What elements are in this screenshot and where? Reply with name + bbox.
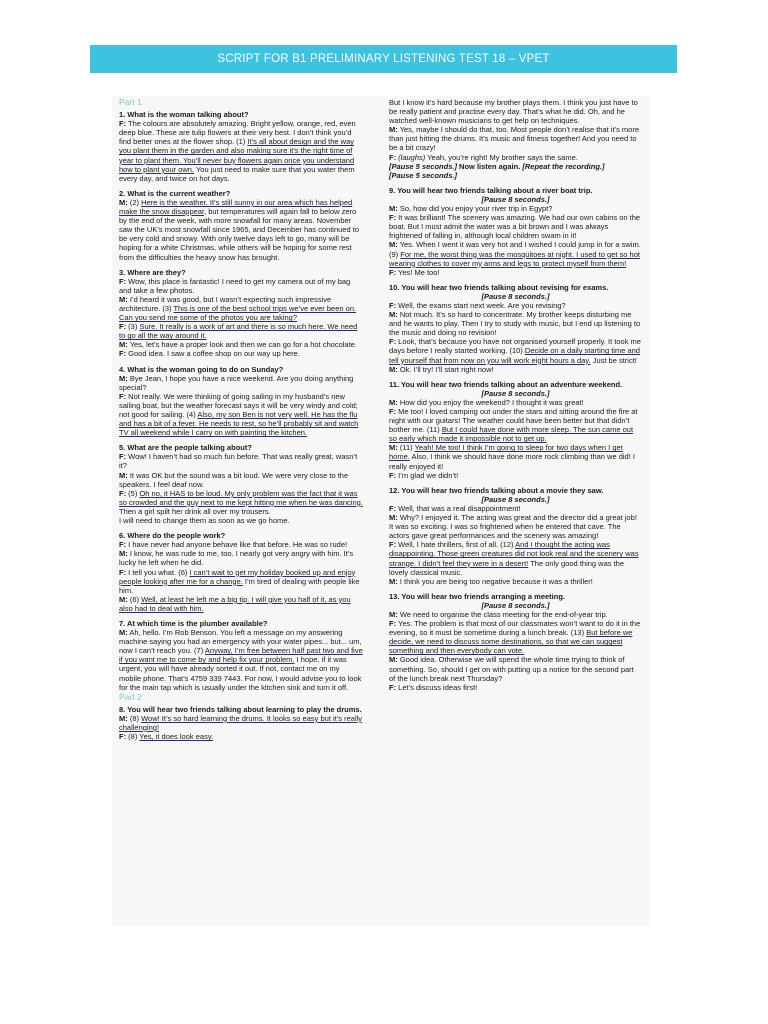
dialogue-line: M: Yes, maybe I should do that, too. Most people don’t realise that it’s more than just hitting the drums. It’s music and fitness together! And you need to be a bit crazy! bbox=[389, 125, 640, 153]
answer-underline: Well, at least he left me a big tip. I will give you half of it, as you also had to deal with him. bbox=[119, 594, 351, 613]
question-13 bbox=[389, 592, 642, 692]
question-title: 7. At which time is the plumber available? bbox=[119, 618, 268, 628]
dialogue-line: M: Good idea. Otherwise we will spend the whole time trying to think of something. So, should I get on with putting up a notice for the second part of the lunch break next Thursday? bbox=[389, 655, 634, 683]
dialogue-line: F: The colours are absolutely amazing. Bright yellow, orange, red, even deep blue. These are tulip flowers at their very best. I don’t think you’d find better ones at the flower shop. (1) It’s all about design and the way you plant them in the garden and also making sure it’s the right time of year to plant them. You’ll never buy flowers again once you understand how to plant your own. You just need to make sure that you water them every day, and twice on hot days. bbox=[119, 119, 356, 183]
question-5 bbox=[119, 443, 363, 525]
dialogue-line: M: (8) Wow! It’s so hard learning the drums. It looks so easy but it’s really challenging! bbox=[119, 713, 363, 732]
question-title: 1. What is the woman talking about? bbox=[119, 110, 249, 120]
dialogue-line: F: (8) Yes, it does look easy. bbox=[119, 732, 214, 742]
dialogue-line: F: Look, that’s because you have not organised yourself properly. It took me days before I really started working. (10) Decide on a daily starting time and tell yourself that from now on you will work eight hours a day. Just be strict! bbox=[389, 337, 641, 365]
answer-underline: Yes, it does look easy. bbox=[139, 732, 214, 742]
dialogue-line: F: Let’s discuss ideas first! bbox=[389, 682, 478, 692]
answer-underline: This is one of the best school trips we’ve ever been on. Can you send me some of the photos you are taking? bbox=[119, 303, 357, 323]
question-7 bbox=[119, 619, 363, 692]
dialogue-line: F: I have never had anyone behave like that before. He was so rude! bbox=[119, 540, 348, 550]
part-2-heading: Part 2 bbox=[119, 691, 142, 702]
dialogue-line: M: (11) Yeah! Me too! I think I’m going to sleep for two days when I get home. Also, I think we should have done more rock climbing than we did! I really enjoyed it! bbox=[389, 443, 635, 471]
dialogue-line: F: Well, I hate thrillers, first of all. (12) And I thought the acting was disappointing. Those green creatures did not look real and the scenery was strange. I didn’t feel they were in a desert! The only good thing was the lovely classical music. bbox=[389, 540, 639, 577]
stage-direction: [Pause 5 seconds.] Now listen again. [Repeat the recording.] bbox=[389, 161, 605, 171]
dialogue-line: M: How did you enjoy the weekend? I thought it was great! bbox=[389, 397, 584, 407]
dialogue-line: F: Good idea. I saw a coffee shop on our way up here. bbox=[119, 349, 300, 359]
dialogue-line: But I know it’s hard because my brother plays them. I think you just have to be really patient and practise every day. That’s what he did. Oh, and he watched well-known musicians to get help on techniques. bbox=[389, 98, 638, 126]
dialogue-line: M: We need to organise the class meeting for the end-of-year trip. bbox=[389, 609, 608, 619]
question-title: 13. You will hear two friends arranging a meeting. bbox=[389, 591, 566, 601]
dialogue-line: M: Yes. When I went it was very hot and I wished I could jump in for a swim. (9) For me, the worst thing was the mosquitoes at night. I used to get so hot wearing clothes to cover my arms and legs to protect myself from them! bbox=[389, 240, 641, 268]
question-title: 3. Where are they? bbox=[119, 267, 186, 277]
question-6 bbox=[119, 531, 363, 613]
dialogue-line: I will need to change them as soon as we go home. bbox=[119, 516, 290, 526]
dialogue-line: M: Bye Jean, I hope you have a nice weekend. Are you doing anything special? bbox=[119, 373, 354, 392]
question-2 bbox=[119, 189, 363, 262]
question-title: 8. You will hear two friends talking about learning to play the drums. bbox=[119, 704, 362, 714]
question-10 bbox=[389, 283, 642, 374]
part-1-heading: Part 1 bbox=[119, 97, 142, 107]
dialogue-line: F: (3) Sure. It really is a work of art and there is so much here. We need to go all the way around it. bbox=[119, 322, 358, 341]
answer-underline: For me, the worst thing was the mosquitoes at night. I used to get so hot wearing clothes to cover my arms and legs to protect myself from them! bbox=[389, 249, 640, 268]
question-title: 4. What is the woman going to do on Sunday? bbox=[119, 364, 284, 374]
question-8-continued bbox=[389, 98, 642, 180]
question-title: 5. What are the people talking about? bbox=[119, 443, 252, 453]
left-column bbox=[119, 98, 363, 747]
answer-underline: Decide on a daily starting time and tell yourself that from now on you will work eight hours a day. bbox=[389, 346, 640, 365]
answer-underline: And I thought the acting was disappointing. Those green creatures did not look real and the scenery was strange. I didn’t feel they were in a desert! bbox=[389, 540, 639, 568]
answer-underline: But before we decide, we need to discuss some destinations, so that we can suggest something and then everybody can vote. bbox=[389, 628, 633, 656]
dialogue-line: M: (6) Well, at least he left me a big tip. I will give you half of it, as you also had to deal with him. bbox=[119, 594, 351, 613]
question-11 bbox=[389, 380, 642, 480]
question-title: 9. You will hear two friends talking about a river boat trip. bbox=[389, 185, 593, 195]
answer-underline: Here is the weather. It’s still sunny in our area which has helped make the snow disappear bbox=[119, 197, 353, 217]
pause-note: [Pause 8 seconds.] bbox=[481, 291, 550, 301]
answer-underline: Anyway, I’m free between half past two and five if you want me to come by and help fix your problem. bbox=[119, 646, 363, 665]
answer-underline: Sure. It really is a work of art and there is so much here. We need to go all the way around it. bbox=[119, 322, 358, 341]
question-9 bbox=[389, 186, 642, 277]
question-title: 12. You will hear two friends talking about a movie they saw. bbox=[389, 485, 604, 495]
question-title: 2. What is the current weather? bbox=[119, 188, 231, 198]
dialogue-line: F: It was brilliant! The scenery was amazing. We had our own cabins on the boat. But I must admit the water was a bit brown and I was always frightened of falling in, although local children swam in it! bbox=[389, 213, 641, 241]
answer-underline: Wow! It’s so hard learning the drums. It looks so easy but it’s really challenging! bbox=[119, 713, 363, 732]
answer-underline: Also, my son Ben is not very well. He has the flu and has a bit of a fever. He needs to rest, so he’ll probably sit and watch TV all weekend while I carry on with painting the kitchen. bbox=[119, 410, 359, 438]
dialogue-line: M: Why? I enjoyed it. The acting was great and the director did a great job! It was so exciting. I was so frightened when he entered that cave. The actors gave great performances and the scenery was amazing! bbox=[389, 513, 637, 541]
pause-note: [Pause 8 seconds.] bbox=[481, 194, 550, 204]
dialogue-line: M: So, how did you enjoy your river trip in Egypt? bbox=[389, 204, 553, 214]
dialogue-line: F: Well, that was a real disappointment! bbox=[389, 503, 521, 513]
question-12 bbox=[389, 486, 642, 586]
dialogue-line: M: Ok. I’ll try! I’ll start right now! bbox=[389, 364, 494, 374]
title-banner bbox=[90, 45, 677, 73]
dialogue-line: F: I tell you what. (6) I can’t wait to get my holiday booked up and enjoy people looking after me for a change. I’m tired of dealing with people like him. bbox=[119, 567, 360, 595]
answer-underline: Oh no, it HAS to be loud. My only problem was the fact that it was so crowded and the guy next to me kept hitting me when he was dancing. bbox=[119, 488, 363, 507]
answer-underline: I can’t wait to get my holiday booked up and enjoy people looking after me for a change. bbox=[119, 567, 356, 586]
dialogue-line: F: Yes! Me too! bbox=[389, 267, 440, 277]
dialogue-line: F: (5) Oh no, it HAS to be loud. My only problem was the fact that it was so crowded and the guy next to me kept hitting me when he was dancing. Then a girl spilt her drink all over my trousers. bbox=[119, 488, 363, 516]
dialogue-line: F: Not really. We were thinking of going sailing in my husband’s new sailing boat, but the weather forecast says it will be very windy and cold; not good for sailing. (4) Also, my son Ben is not very well. He has the flu and has a bit of a fever. He needs to rest, so he’ll probably sit and watch TV all weekend while I carry on with painting the kitchen. bbox=[119, 391, 359, 438]
question-8 bbox=[119, 705, 363, 741]
question-4 bbox=[119, 365, 363, 438]
dialogue-line: F: Well, the exams start next week. Are you revising? bbox=[389, 300, 566, 310]
dialogue-line: M: Yes, let’s have a proper look and then we can go for a hot chocolate. bbox=[119, 340, 357, 350]
question-title: 6. Where do the people work? bbox=[119, 531, 226, 541]
pause-note: [Pause 8 seconds.] bbox=[481, 388, 550, 398]
dialogue-line: F: Yes. The problem is that most of our classmates won’t want to do it in the evening, so it must be sometime during a lunch break. (13) But before we decide, we need to discuss some destinations, so that we can suggest something and then everybody can vote. bbox=[389, 619, 641, 656]
right-column bbox=[389, 98, 642, 698]
question-1 bbox=[119, 110, 363, 183]
dialogue-line: M: It was OK but the sound was a bit loud. We were very close to the speakers. I feel deaf now. bbox=[119, 470, 349, 489]
dialogue-line: M: (2) Here is the weather. It’s still sunny in our area which has helped make the snow disappear, but temperatures will again fall to below zero by the end of the week, with more snowfall for many areas. November saw the UK’s most snowfall since 1965, and December has continued to be very cold and snowy. With only twelve days left to go, many will be hoping for a white Christmas, while others will be hoping for some rest from the difficulties the heavy snow has brought. bbox=[119, 197, 359, 262]
pause-note: [Pause 8 seconds.] bbox=[481, 494, 550, 504]
answer-underline: But I could have done with more sleep. The sun came out so early which made it impossible not to get up. bbox=[389, 425, 634, 444]
dialogue-line: M: I think you are being too negative because it was a thriller! bbox=[389, 576, 593, 586]
dialogue-line: F: Wow! I haven’t had so much fun before. That was really great, wasn’t it? bbox=[119, 452, 358, 471]
question-title: 10. You will hear two friends talking about revising for exams. bbox=[389, 282, 609, 292]
dialogue-line: M: Ah, hello. I’m Rob Benson. You left a message on my answering machine saying you had an emergency with your water pipes... but... um, now I can’t reach you. (7) Anyway, I’m free between half past two and five if you want me to come by and help fix your problem. I hope, if it was urgent, you will have already sorted it out. If not, contact me on my mobile phone. That’s 4759 339 7443. For now, I would advise you to look for the main tap which is usually under the kitchen sink and turn it off. bbox=[119, 628, 363, 692]
dialogue-line: F: I’m glad we didn’t! bbox=[389, 470, 459, 480]
dialogue-line: F: Wow, this place is fantastic! I need to get my camera out of my bag and take a few photos. bbox=[119, 276, 351, 295]
document-title: SCRIPT FOR B1 PRELIMINARY LISTENING TEST 18 – VPET bbox=[217, 53, 550, 65]
dialogue-line: M: Not much. It’s so hard to concentrate. My brother keeps disturbing me and he wants to play. Then I try to study with music, but I end up listening to the music and doing no revision! bbox=[389, 310, 641, 338]
dialogue-line: M: I know, he was rude to me, too. I nearly got very angry with him. It’s lucky he left when he did. bbox=[119, 549, 354, 568]
pause-note: [Pause 8 seconds.] bbox=[481, 600, 550, 610]
question-3 bbox=[119, 268, 363, 359]
answer-underline: It’s all about design and the way you plant them in the garden and also making sure it’s the right time of year to plant them. You’ll never buy flowers again once you understand how to plant your own. bbox=[119, 137, 355, 174]
answer-underline: Yeah! Me too! I think I’m going to sleep for two days when I get home. bbox=[389, 443, 623, 462]
stage-direction: [Pause 5 seconds.] bbox=[389, 170, 457, 180]
dialogue-line: F: (laughs) Yeah, you’re right! My brother says the same. bbox=[389, 152, 578, 162]
dialogue-line: M: I’d heard it was good, but I wasn’t expecting such impressive architecture. (3) This is one of the best school trips we’ve ever been on. Can you send me some of the photos you are taking? bbox=[119, 294, 357, 323]
question-title: 11. You will hear two friends talking about an adventure weekend. bbox=[389, 379, 623, 389]
dialogue-line: F: Me too! I loved camping out under the stars and sitting around the fire at night with our guitars! The weather could have been better but that didn’t bother me. (11) But I could have done with more sleep. The sun came out so early which made it impossible not to get up. bbox=[389, 407, 638, 444]
